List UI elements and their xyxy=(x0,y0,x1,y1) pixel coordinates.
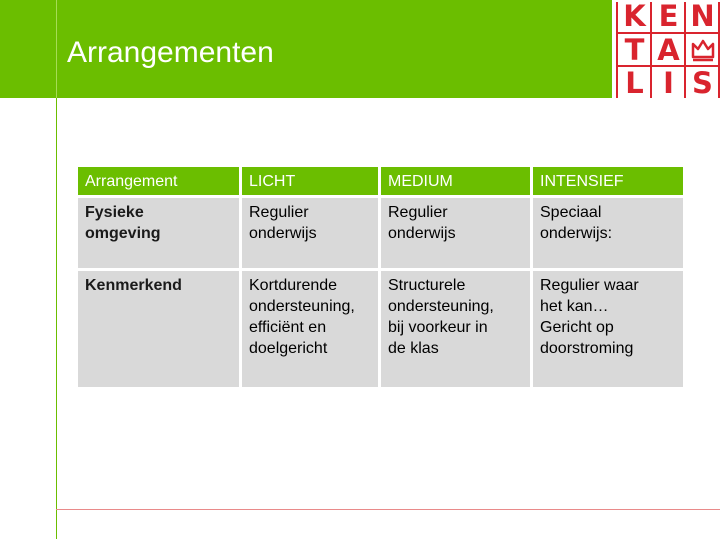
logo-letter: N xyxy=(690,0,715,33)
row-label: Kenmerkend xyxy=(78,271,239,387)
logo-letter: E xyxy=(658,0,679,33)
left-rule xyxy=(56,98,57,539)
bottom-rule xyxy=(56,509,720,510)
logo-crown-icon xyxy=(686,34,719,66)
table-header-cell: LICHT xyxy=(242,167,378,195)
logo-letter: K xyxy=(623,0,646,33)
logo-letter: I xyxy=(663,65,674,100)
logo-letter: T xyxy=(624,32,645,67)
table-cell: Speciaal onderwijs: xyxy=(533,198,683,268)
logo-letter: L xyxy=(625,65,644,100)
logo-letter: S xyxy=(692,65,713,100)
table-header-cell: MEDIUM xyxy=(381,167,530,195)
logo-letter: A xyxy=(657,32,680,67)
row-label: Fysieke omgeving xyxy=(78,198,239,268)
table-cell: Regulier onderwijs xyxy=(381,198,530,268)
table-header-cell: Arrangement xyxy=(78,167,239,195)
header-divider xyxy=(56,0,57,98)
table-cell: Structurele ondersteuning, bij voorkeur in de klas xyxy=(381,271,530,387)
table-cell: Regulier onderwijs xyxy=(242,198,378,268)
table-cell: Kortdurende ondersteuning, efficiënt en doelgericht xyxy=(242,271,378,387)
table-header-cell: INTENSIEF xyxy=(533,167,683,195)
table-header-row xyxy=(78,167,683,195)
page-title: Arrangementen xyxy=(67,36,274,69)
header-bar xyxy=(0,0,612,98)
table-row xyxy=(78,198,683,268)
table-row xyxy=(78,271,683,387)
table-cell: Regulier waar het kan… Gericht op doorstroming xyxy=(533,271,683,387)
kentalis-logo xyxy=(616,0,720,100)
arrangementen-table xyxy=(75,164,686,390)
